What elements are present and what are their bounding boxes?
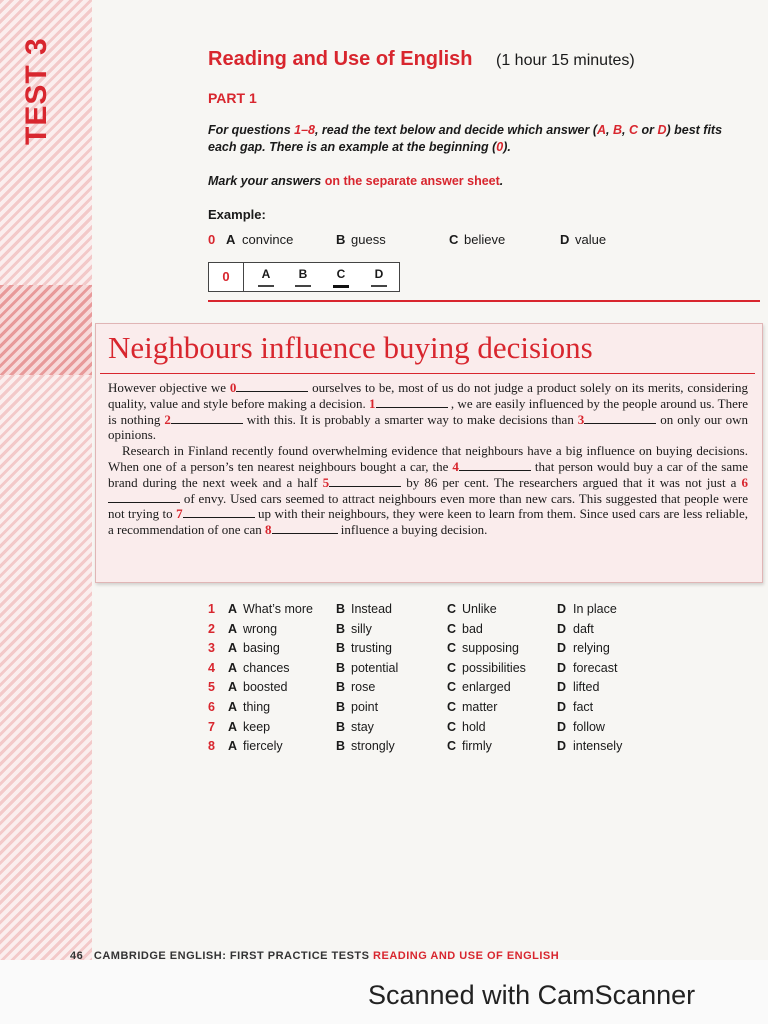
option-c: hold: [462, 719, 486, 734]
option-c: possibilities: [462, 660, 526, 675]
option-c: firmly: [462, 739, 492, 754]
answer-mark-b: [295, 285, 311, 287]
option-d: fact: [573, 699, 594, 714]
section-title: Reading and Use of English: [208, 48, 473, 70]
option-letter: D: [557, 621, 567, 636]
question-row: [208, 661, 668, 681]
option-c: matter: [462, 699, 498, 714]
option-c: supposing: [462, 641, 519, 656]
option-a: wrong: [243, 621, 278, 636]
test-side-tab: TEST 3: [20, 37, 53, 145]
part-heading: PART 1: [208, 90, 257, 106]
option-letter: C: [447, 641, 457, 656]
option-b: Instead: [351, 602, 393, 616]
option-letter: A: [228, 719, 238, 734]
option-b: potential: [351, 660, 399, 675]
option-letter: D: [557, 660, 567, 675]
question-number: 6: [208, 699, 215, 714]
question-number: 3: [208, 641, 215, 656]
answer-options-table: [208, 602, 668, 759]
option-letter: B: [336, 621, 346, 636]
option-c: Unlike: [462, 602, 497, 616]
gap-number: 5: [322, 474, 330, 490]
gap-number: 8: [265, 522, 272, 538]
question-row: [208, 602, 668, 622]
option-b: stay: [351, 719, 374, 734]
question-number: 4: [208, 660, 215, 675]
option-letter: A: [228, 699, 238, 714]
option-a: thing: [243, 699, 271, 714]
question-row: [208, 680, 668, 700]
answer-option-c: C: [336, 267, 346, 281]
option-b: strongly: [351, 739, 395, 754]
question-row: [208, 622, 668, 642]
question-number: 8: [208, 739, 215, 754]
option-letter: D: [557, 641, 567, 656]
answer-option-b: B: [298, 267, 308, 281]
option-letter: C: [447, 680, 457, 695]
option-letter: D: [557, 719, 567, 734]
option-letter: C: [447, 602, 457, 616]
section-duration: (1 hour 15 minutes): [496, 52, 635, 69]
question-number: 5: [208, 680, 215, 695]
option-a: fiercely: [243, 739, 283, 754]
option-letter: B: [336, 739, 346, 754]
option-letter: D: [557, 602, 567, 616]
gap-number: 3: [577, 411, 585, 427]
example-label: Example:: [208, 207, 266, 222]
question-row: [208, 739, 668, 759]
option-letter: D: [557, 699, 567, 714]
option-letter: A: [228, 641, 238, 656]
option-letter: A: [228, 680, 238, 695]
option-letter: A: [228, 739, 238, 754]
option-a: boosted: [243, 680, 288, 695]
answer-sheet-note: Mark your answers on the separate answer sheet.: [208, 174, 504, 188]
passage-title-rule: [100, 373, 755, 374]
gap-number: 0: [229, 380, 237, 395]
option-b: trusting: [351, 641, 392, 656]
question-number: 1: [208, 602, 215, 616]
question-number: 7: [208, 719, 215, 734]
option-letter: C: [447, 621, 457, 636]
option-letter: D: [557, 739, 567, 754]
option-letter: C: [447, 699, 457, 714]
option-b: rose: [351, 680, 376, 695]
gap-number: 6: [741, 474, 748, 490]
option-letter: B: [336, 680, 346, 695]
option-d: follow: [573, 719, 605, 734]
option-b: silly: [351, 621, 372, 636]
option-letter: C: [447, 660, 457, 675]
page-number: 46: [70, 950, 84, 960]
example-options: 0 A convince B guess C believe D value: [208, 232, 607, 247]
answer-mark-d: [371, 285, 387, 287]
option-letter: B: [336, 719, 346, 734]
passage-paragraph-2: Research in Finland recently found overwhelming evidence that neighbours have a big influence on buying decisions. When one of a person’s ten nearest neighbours bought a car, the 4 that person would buy a car of the same brand during the next week and a half 5 by 86 per cent. The researchers argued that it was not just a 6 of envy. Used cars seemed to attract neighbours even more than new cars. This suggested that people were not trying to 7 up with their neighbours, they were keen to learn from them. Since used cars are less reliable, a recommendation of one can 8 influence a buying decision.: [108, 443, 748, 538]
option-d: forecast: [573, 660, 618, 675]
gap-number: 7: [176, 506, 183, 522]
option-a: What’s more: [243, 602, 313, 616]
option-a: keep: [243, 719, 271, 734]
option-a: chances: [243, 660, 290, 675]
option-c: bad: [462, 621, 483, 636]
scanner-watermark: Scanned with CamScanner: [368, 980, 696, 1010]
answer-option-a: A: [261, 267, 271, 281]
passage-paragraph-1: However objective we 0 ourselves to be, most of us do not judge a product solely on its merits, considering quality, value and style before making a decision. 1 , we are easily influenced by the people around us. There is nothing 2 with this. It is probably a smarter way to make decisions than 3 on only our own opinions.: [108, 380, 748, 443]
option-letter: A: [228, 621, 238, 636]
example-answer-box: [208, 262, 400, 292]
option-letter: A: [228, 660, 238, 675]
section-divider: [208, 300, 760, 302]
answer-box-number: 0: [209, 263, 244, 291]
passage-title: Neighbours influence buying decisions: [108, 330, 593, 365]
question-row: [208, 700, 668, 720]
answer-mark-a: [258, 285, 274, 287]
page-footer: [70, 950, 559, 960]
gap-number: 4: [452, 458, 459, 474]
instructions: For questions 1–8, read the text below and decide which answer (A, B, C or D) best fits each gap. There is an example at the beginning (0).: [208, 123, 723, 154]
example-number: 0: [208, 232, 216, 247]
question-row: [208, 641, 668, 661]
option-letter: A: [228, 602, 238, 616]
option-d: intensely: [573, 739, 623, 754]
option-letter: B: [336, 602, 346, 616]
book-title: CAMBRIDGE ENGLISH: FIRST PRACTICE TESTS: [93, 950, 370, 960]
option-c: enlarged: [462, 680, 511, 695]
option-letter: C: [447, 719, 457, 734]
answer-mark-c-selected: [333, 285, 349, 288]
option-a: basing: [243, 641, 280, 656]
side-stripe-band: [0, 285, 92, 375]
question-row: [208, 720, 668, 740]
option-b: point: [351, 699, 379, 714]
option-d: In place: [573, 602, 617, 616]
passage-text: [108, 380, 748, 538]
answer-option-d: D: [374, 267, 384, 281]
question-number: 2: [208, 621, 215, 636]
gap-number: 2: [164, 411, 171, 427]
option-letter: B: [336, 699, 346, 714]
option-letter: B: [336, 641, 346, 656]
option-letter: C: [447, 739, 457, 754]
section-name: READING AND USE OF ENGLISH: [373, 950, 560, 960]
option-d: relying: [573, 641, 610, 656]
option-letter: B: [336, 660, 346, 675]
gap-number: 1: [369, 395, 376, 411]
option-letter: D: [557, 680, 567, 695]
option-d: lifted: [573, 680, 600, 695]
option-d: daft: [573, 621, 594, 636]
